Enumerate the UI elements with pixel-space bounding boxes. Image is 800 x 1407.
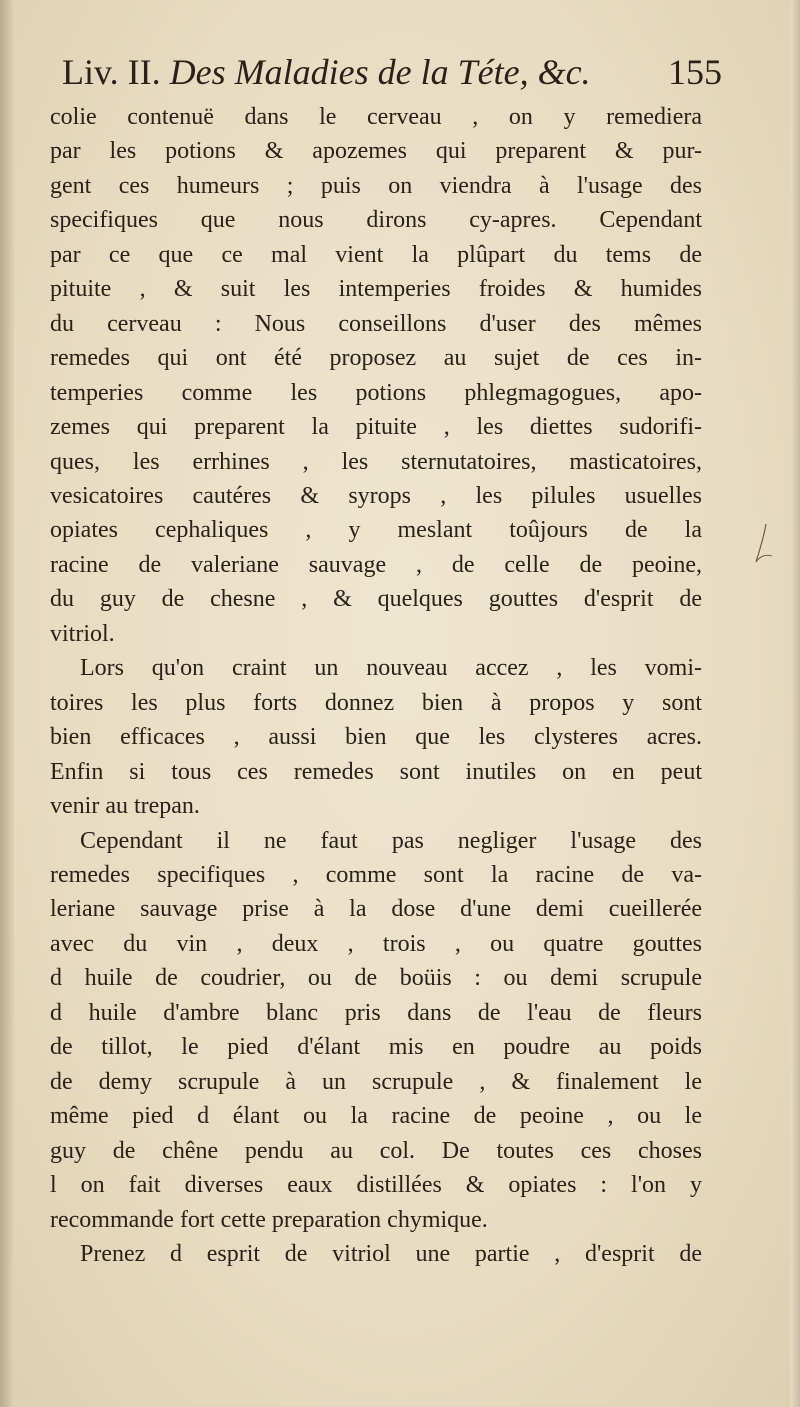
text-line: d huile de coudrier, ou de boüis : ou demi scrupule (50, 965, 702, 992)
text-line: pituite , & suit les intemperies froides & humides (50, 276, 702, 303)
text-line: toires les plus forts donnez bien à propos y sont (50, 689, 702, 716)
text-line: remedes qui ont été proposez au sujet de ces in- (50, 345, 702, 372)
page-header (62, 44, 722, 100)
text-line: zemes qui preparent la pituite , les diettes sudorifi- (50, 414, 702, 441)
text-line: Enfin si tous ces remedes sont inutiles on en peut (50, 758, 702, 785)
text-line: même pied d élant ou la racine de peoine , ou le (50, 1103, 702, 1130)
text-line: colie contenuë dans le cerveau , on y remediera (50, 104, 702, 130)
text-line: d huile d'ambre blanc pris dans de l'eau de fleurs (50, 999, 702, 1026)
paragraph-start-line: Prenez d esprit de vitriol une partie , d'esprit de (80, 1240, 702, 1267)
body-text (50, 100, 702, 1271)
text-line: venir au trepan. (50, 793, 200, 820)
text-line: avec du vin , deux , trois , ou quatre gouttes (50, 930, 702, 957)
page-number: 155 (668, 52, 722, 92)
text-line: recommande fort cette preparation chymique. (50, 1206, 488, 1233)
text-line: par ce que ce mal vient la plûpart du tems de (50, 241, 702, 268)
running-title-chapter: Des Maladies de la Téte, &c. (169, 52, 591, 92)
text-line: l on fait diverses eaux distillées & opiates : l'on y (50, 1172, 702, 1199)
text-line: ques, les errhines , les sternutatoires, masticatoires, (50, 448, 702, 475)
text-line: opiates cephaliques , y meslant toûjours de la (50, 517, 702, 544)
text-line: remedes specifiques , comme sont la racine de va- (50, 861, 702, 888)
text-line: de demy scrupule à un scrupule , & finalement le (50, 1068, 702, 1095)
page-right-edge (790, 0, 800, 1407)
margin-pen-mark (752, 522, 776, 566)
text-line: racine de valeriane sauvage , de celle de peoine, (50, 551, 702, 578)
text-line: par les potions & apozemes qui preparent & pur- (50, 138, 702, 165)
running-title (62, 52, 591, 92)
running-title-book: Liv. II. (62, 52, 161, 92)
paragraph-start-line: Lors qu'on craint un nouveau accez , les vomi- (80, 655, 702, 682)
text-line: gent ces humeurs ; puis on viendra à l'usage des (50, 172, 702, 199)
text-line: vitriol. (50, 620, 115, 647)
paragraph-start-line: Cependant il ne faut pas negliger l'usage des (80, 827, 702, 854)
text-line: de tillot, le pied d'élant mis en poudre au poids (50, 1034, 702, 1061)
text-line: du guy de chesne , & quelques gouttes d'esprit de (50, 586, 702, 613)
text-line: bien efficaces , aussi bien que les clysteres acres. (50, 724, 702, 751)
text-line: leriane sauvage prise à la dose d'une demi cueillerée (50, 896, 702, 923)
text-line: guy de chêne pendu au col. De toutes ces choses (50, 1137, 702, 1164)
page-left-edge (0, 0, 14, 1407)
text-line: specifiques que nous dirons cy-apres. Cependant (50, 207, 702, 234)
text-line: du cerveau : Nous conseillons d'user des mêmes (50, 310, 702, 337)
text-line: temperies comme les potions phlegmagogues, apo- (50, 379, 702, 406)
text-line: vesicatoires cautéres & syrops , les pilules usuelles (50, 482, 702, 509)
